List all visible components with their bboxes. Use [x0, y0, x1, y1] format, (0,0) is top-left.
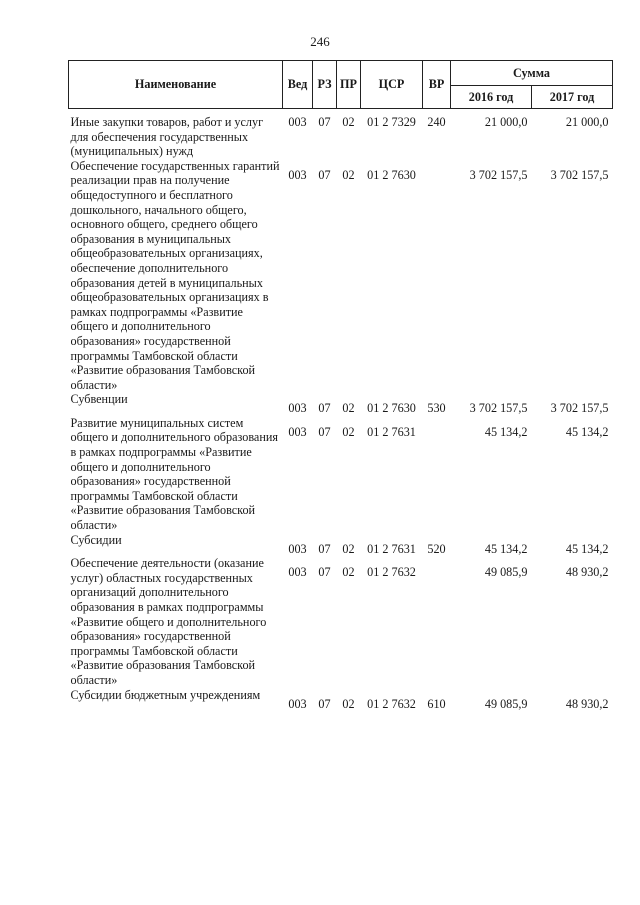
row-ved: 003: [288, 424, 307, 439]
table-row: [69, 159, 613, 393]
row-csr: 01 2 7630: [367, 401, 416, 416]
row-vr: 520: [427, 541, 446, 556]
row-sum-2017: 45 134,2: [565, 424, 609, 439]
row-name: Субсидии бюджетным учреждениям: [70, 687, 261, 702]
row-ved: 003: [288, 401, 307, 416]
table-row: [69, 416, 613, 533]
row-sum-2017: 21 000,0: [565, 115, 609, 129]
row-vr: 610: [427, 696, 446, 711]
row-pr: 02: [342, 696, 355, 711]
row-csr: 01 2 7630: [367, 167, 416, 182]
row-sum-2016: 21 000,0: [484, 115, 528, 129]
row-sum-2017: 48 930,2: [565, 565, 609, 580]
row-name: Развитие муниципальных систем общего и дополнительного образования в рамках подпрограммы «Развитие общего и дополнительного образования» государственной программы Тамбовской области «Развитие образования Тамбовской области»: [70, 415, 278, 533]
row-ved: 003: [288, 696, 307, 711]
table-row: [69, 533, 613, 557]
row-vr: 240: [427, 115, 446, 129]
row-ved: 003: [288, 541, 307, 556]
row-name: Обеспечение государственных гарантий реализации прав на получение общедоступного и бесплатного дошкольного, начального общего, основного общего, среднего общего образования в муниципальных общеобразовательных организациях, обеспечение дополнительного образования детей в муниципальных общеобразовательных организациях в рамках подпрограммы «Развитие общего и дополнительного образования» государственной программы Тамбовской области «Развитие образования Тамбовской области»: [70, 158, 280, 392]
row-name: Субвенции: [70, 392, 128, 407]
row-pr: 02: [342, 424, 355, 439]
row-sum-2016: 49 085,9: [484, 565, 528, 580]
header-rz: РЗ: [313, 61, 337, 109]
row-sum-2017: 48 930,2: [565, 696, 609, 711]
row-name: Субсидии: [70, 532, 122, 547]
row-pr: 02: [342, 541, 355, 556]
row-csr: 01 2 7631: [367, 541, 416, 556]
row-vr: [423, 416, 451, 533]
page-number: 246: [310, 34, 330, 49]
row-name: Обеспечение деятельности (оказание услуг) областных государственных организаций дополнительного образования в рамках подпрограммы «Развитие общего и дополнительного образования» государственной программы Тамбовской области «Развитие образования Тамбовской области»: [70, 556, 267, 687]
row-vr: [423, 556, 451, 687]
row-csr: 01 2 7632: [367, 696, 416, 711]
budget-table: [68, 60, 613, 711]
row-csr: 01 2 7329: [367, 115, 416, 129]
header-vr: ВР: [423, 61, 451, 109]
row-sum-2016: 3 702 157,5: [469, 167, 528, 182]
row-rz: 07: [318, 424, 331, 439]
header-year-2017: 2017 год: [532, 86, 613, 109]
header-pr: ПР: [337, 61, 361, 109]
header-csr: ЦСР: [361, 61, 423, 109]
row-name: Иные закупки товаров, работ и услуг для обеспечения государственных (муниципальных) нужд: [70, 115, 264, 159]
row-rz: 07: [318, 565, 331, 580]
row-sum-2017: 3 702 157,5: [550, 401, 609, 416]
row-rz: 07: [318, 167, 331, 182]
table-row: [69, 392, 613, 416]
row-pr: 02: [342, 167, 355, 182]
row-rz: 07: [318, 541, 331, 556]
row-sum-2016: 49 085,9: [484, 696, 528, 711]
table-row: [69, 556, 613, 687]
row-sum-2016: 45 134,2: [484, 424, 528, 439]
row-sum-2017: 3 702 157,5: [550, 167, 609, 182]
row-pr: 02: [342, 401, 355, 416]
row-rz: 07: [318, 401, 331, 416]
header-ved: Вед: [283, 61, 313, 109]
row-vr: 530: [427, 401, 446, 416]
table-row: [69, 688, 613, 712]
row-ved: 003: [288, 565, 307, 580]
row-pr: 02: [342, 115, 355, 129]
row-csr: 01 2 7632: [367, 565, 416, 580]
row-sum-2016: 45 134,2: [484, 541, 528, 556]
row-ved: 003: [288, 167, 307, 182]
row-sum-2016: 3 702 157,5: [469, 401, 528, 416]
table-row: [69, 109, 613, 159]
header-year-2016: 2016 год: [451, 86, 532, 109]
row-ved: 003: [288, 115, 307, 129]
header-name: Наименование: [69, 61, 283, 109]
row-vr: [423, 159, 451, 393]
row-csr: 01 2 7631: [367, 424, 416, 439]
row-rz: 07: [318, 115, 331, 129]
header-sum: Сумма: [451, 61, 613, 86]
row-pr: 02: [342, 565, 355, 580]
row-sum-2017: 45 134,2: [565, 541, 609, 556]
row-rz: 07: [318, 696, 331, 711]
